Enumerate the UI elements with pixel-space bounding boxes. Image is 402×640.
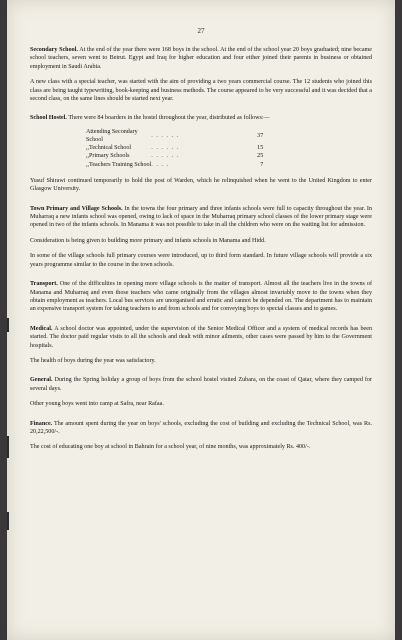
section-heading: Transport. (30, 281, 58, 288)
paragraph (30, 46, 372, 71)
paragraph (30, 205, 372, 230)
paragraph-text: The amount spent during the year on boys' schools, excluding the cost of building and excluding the Technical School, was Rs. 20,22,500/-. (30, 420, 372, 435)
paragraph: The health of boys during the year was satisfactory. (30, 357, 156, 364)
scan-edge-mark (7, 318, 9, 332)
leader-dots: . . . . (151, 161, 169, 168)
table-cell: Attending Secondary School (86, 128, 138, 144)
table-row (86, 152, 263, 160)
table-cell: Primary Schools (89, 153, 130, 160)
section-heading: Medical. (30, 325, 53, 332)
scan-edge-mark (7, 512, 9, 530)
section-heading: School Hostel. (30, 115, 67, 122)
leader-dots: . . . . . . (151, 132, 180, 139)
leader-dots: . . . . . . (151, 145, 180, 152)
table-cell: 37 (257, 132, 264, 139)
table-row (86, 128, 263, 144)
table-cell: Teachers Training School (89, 161, 152, 168)
paragraph (30, 114, 372, 122)
paragraph-text: During the Spring holiday a group of boys from the school hostel visited Zubara, on the coast of Qatar, where they camped for several days. (30, 377, 372, 392)
section-heading: Town Primary and Village Schools. (30, 205, 123, 212)
paragraph: Other young boys went into camp at Safra, near Rafaa. (30, 401, 164, 408)
leader-dots: . . . . . . (151, 153, 180, 160)
paragraph-text: A school doctor was appointed, under the supervision of the Senior Medical Officer and a system of medical records has been started. The doctor paid regular visits to all the schools and dealt with minor ailments, other cases were passed by him to the Government hospitals. (30, 325, 373, 349)
paragraph-text: There were 84 boarders in the hostel throughout the year, distributed as follows:— (68, 115, 270, 122)
paragraph: Yusuf Shirawi continued temporarily to hold the post of Warden, which he relinquished when he went to the United Kingdom to enter Glasgow University. (30, 177, 372, 193)
paragraph: Consideration is being given to building more primary and infants schools in Manama and Hidd. (30, 237, 266, 244)
table-cell: ,, (86, 153, 90, 160)
table-cell: ,, (86, 161, 90, 168)
paragraph-text: In the towns the four primary and three infants schools were full to capacity throughout the year. In Muharraq a new infants school was opened, owing to lack of space in the Muharraq primary school classes of the lower primary stage were opened in two of the infants schools. In Manama it was not possible to take in all the children who were on the waiting list for admission. (30, 205, 372, 229)
table-cell: Technical School (89, 145, 132, 152)
table-cell: ,, (86, 145, 90, 152)
section-heading: Secondary School. (30, 47, 78, 53)
paragraph-text: At the end of the year there were 168 boys in the school. At the end of the school year 20 boys graduated; nine became school teachers, seven went to Beirut. Egypt and Iraq for higher education and four either joined their parents in business or obtained employment in Saudi Arabia. (30, 47, 372, 70)
document-page (7, 0, 395, 640)
paragraph: A new class with a special teacher, was started with the aim of providing a two years commercial course. The 12 students who joined this class are being taught typewriting, book-keeping and business methods. The course appeared to be very successful and it was decided that a second class, on the same lines should be started next year. (30, 79, 372, 103)
scan-edge-mark (7, 436, 9, 458)
section-heading: General. (30, 377, 53, 384)
page-content (30, 30, 372, 459)
table-cell: 15 (257, 145, 264, 152)
paragraph (30, 420, 372, 437)
table-row (86, 161, 263, 169)
section-heading: Finance. (30, 420, 53, 427)
paragraph-text: One of the difficulties in opening more village schools is the matter of transport. Almost all the teachers live in the towns of Manama and Muharraq and even those teachers who came originally from the villages almost invariably move to the towns when they obtain employment as teachers. Local bus services are unorganised and erratic and cannot be depended on. The department has to maintain an expensive transport system for taking teachers to and from schools and for conveying boys to special classes and to games. (30, 281, 372, 313)
paragraph (30, 280, 372, 314)
table-cell: 7 (260, 161, 264, 168)
table-row (86, 144, 263, 152)
hostel-boarders-table (86, 128, 263, 169)
paragraph: In some of the village schools full primary courses were introduced, up to third form standard. In future village schools will provide a six years programme similar to the course in the town schools. (30, 253, 372, 268)
page-number: 27 (197, 27, 205, 35)
paragraph (30, 325, 372, 350)
paragraph (30, 376, 372, 393)
paragraph: The cost of educating one boy at school in Bahrain for a school year, of nine months, was approximately Rs. 400/-. (30, 444, 311, 451)
table-cell: 25 (257, 153, 264, 160)
